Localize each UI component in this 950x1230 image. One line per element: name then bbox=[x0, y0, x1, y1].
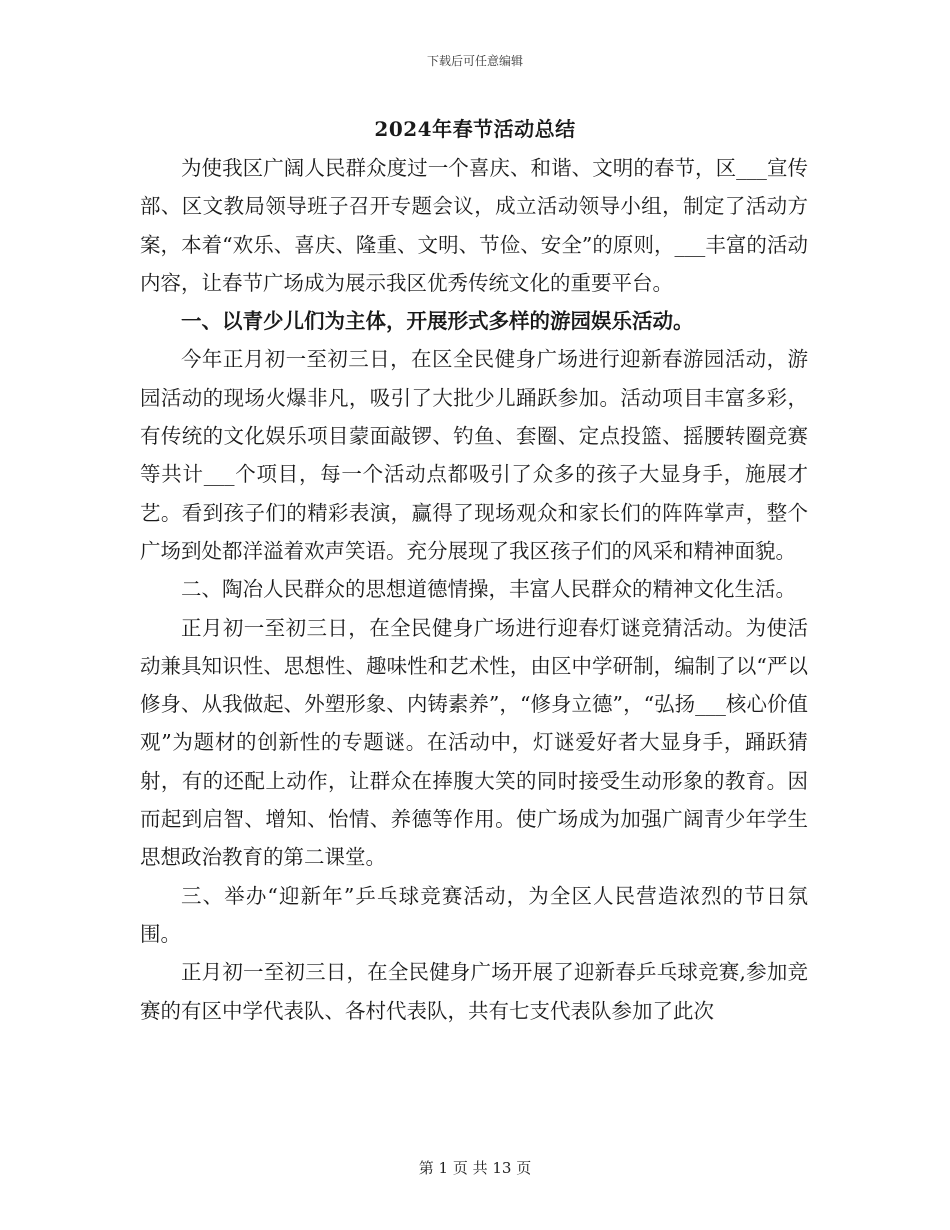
header-note: 下载后可任意编辑 bbox=[426, 54, 523, 68]
document-title: 2024年春节活动总结 bbox=[374, 117, 576, 141]
section-1-paragraph: 今年正月初一至初三日，在区全民健身广场进行迎新春游园活动，游园活动的现场火爆非凡，吸引了大批少儿踊跃参加。活动项目丰富多彩，有传统的文化娱乐项目蒙面敲锣、钓鱼、套圈、定点投篮、摇腰转圈竞赛等共计___个项目，每一个活动点都吸引了众多的孩子大显身手，施展才艺。看到孩子们的精彩表演，赢得了现场观众和家长们的阵阵掌声，整个广场到处都洋溢着欢声笑语。充分展现了我区孩子们的风采和精神面貌。 bbox=[140, 347, 808, 563]
page-footer: 第 1 页 共 13 页 bbox=[418, 1159, 532, 1177]
intro-paragraph: 为使我区广阔人民群众度过一个喜庆、和谐、文明的春节，区___宣传部、区文教局领导班子召开专题会议，成立活动领导小组，制定了活动方案，本着“欢乐、喜庆、隆重、文明、节俭、安全”的原则，___丰富的活动内容，让春节广场成为展示我区优秀传统文化的重要平台。 bbox=[140, 156, 808, 295]
section-2-paragraph: 正月初一至初三日，在全民健身广场进行迎春灯谜竞猜活动。为使活动兼具知识性、思想性、趣味性和艺术性，由区中学研制，编制了以“严以修身、从我做起、外塑形象、内铸素养”，“修身立德”，“弘扬___核心价值观”为题材的创新性的专题谜。在活动中，灯谜爱好者大显身手，踊跃猜射，有的还配上动作，让群众在捧腹大笑的同时接受生动形象的教育。因而起到启智、增知、怡情、养德等作用。使广场成为加强广阔青少年学生思想政治教育的第二课堂。 bbox=[140, 615, 808, 870]
section-heading-2: 二、陶冶人民群众的思想道德情操，丰富人民群众的精神文化生活。 bbox=[181, 577, 796, 602]
section-3-paragraph: 正月初一至初三日，在全民健身广场开展了迎新春乒乓球竞赛,参加竞赛的有区中学代表队、各村代表队，共有七支代表队参加了此次 bbox=[140, 960, 808, 1023]
section-heading-1: 一、以青少儿们为主体，开展形式多样的游园娱乐活动。 bbox=[181, 309, 694, 334]
document-body bbox=[140, 149, 808, 1030]
section-heading-3: 三、举办“迎新年”乒乓球竞赛活动，为全区人民营造浓烈的节日氛围。 bbox=[140, 883, 808, 946]
